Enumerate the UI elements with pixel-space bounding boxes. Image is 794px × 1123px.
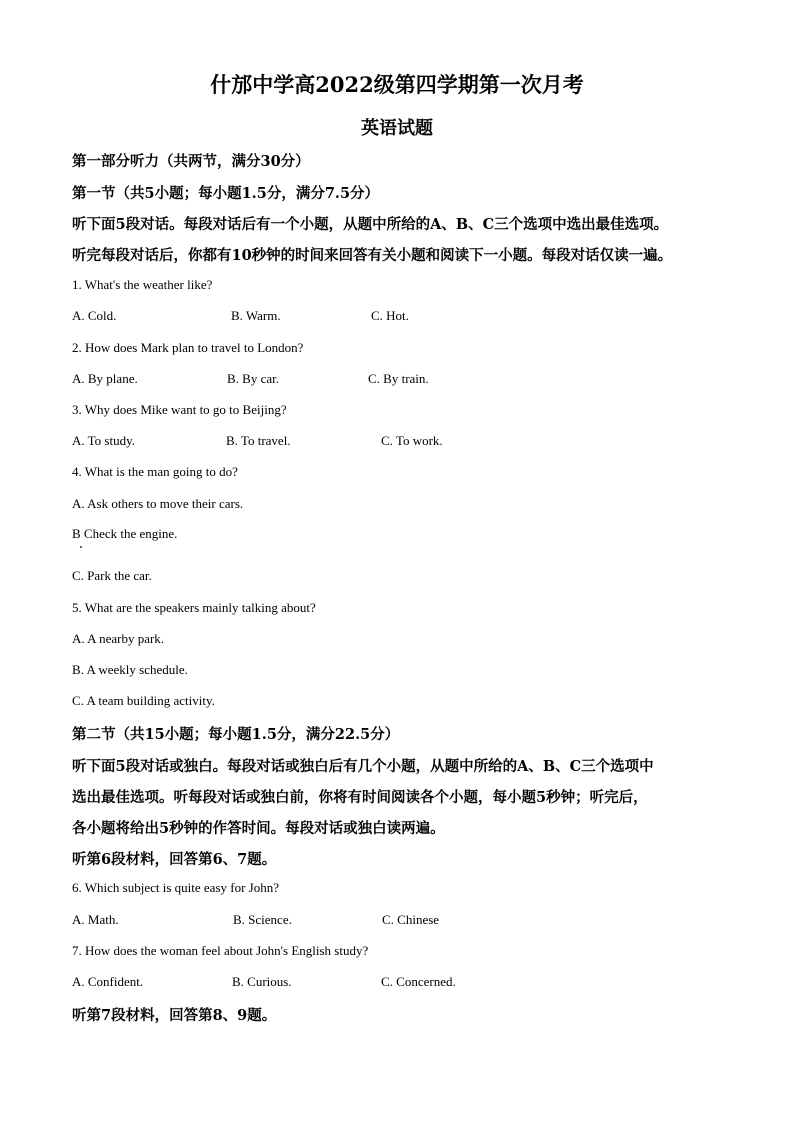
q6-option-a: A. Math. <box>72 912 119 927</box>
q2-option-a: A. By plane. <box>72 371 138 386</box>
q2-option-c: C. By train. <box>368 371 429 386</box>
section2-instruction-line3: 各小题将给出5秒钟的作答时间。每段对话或独白读两遍。 <box>72 820 445 837</box>
section1-instruction-line2: 听完每段对话后，你都有10秒钟的时间来回答有关小题和阅读下一小题。每段对话仅读一遍。 <box>72 247 673 264</box>
q7-option-a: A. Confident. <box>72 974 144 989</box>
q7-option-c: C. Concerned. <box>381 974 456 989</box>
question-1: 1. What's the weather like? <box>72 277 213 292</box>
q5-option-b: B. A weekly schedule. <box>72 662 188 677</box>
section2-instruction-line2: 选出最佳选项。听每段对话或独白前，你将有时间阅读各个小题，每小题5秒钟；听完后， <box>72 789 648 806</box>
question-3: 3. Why does Mike want to go to Beijing? <box>72 402 287 417</box>
material-6-heading: 听第6段材料，回答第6、7题。 <box>72 851 277 868</box>
q1-option-b: B. Warm. <box>231 308 281 323</box>
question-7: 7. How does the woman feel about John's English study? <box>72 943 369 958</box>
question-5: 5. What are the speakers mainly talking about? <box>72 600 316 615</box>
q3-option-b: B. To travel. <box>226 433 291 448</box>
part1-heading: 第一部分听力（共两节，满分30分） <box>72 153 310 170</box>
section2-heading: 第二节（共15小题；每小题1.5分，满分22.5分） <box>72 726 400 743</box>
question-6: 6. Which subject is quite easy for John? <box>72 880 279 895</box>
q6-option-b: B. Science. <box>233 912 292 927</box>
q4-option-a: A. Ask others to move their cars. <box>72 496 244 511</box>
q4-option-b: B Check the engine. <box>72 526 178 541</box>
question-2: 2. How does Mark plan to travel to London? <box>72 340 304 355</box>
stray-dot-mark <box>80 546 82 548</box>
q1-option-c: C. Hot. <box>371 308 409 323</box>
material-7-heading: 听第7段材料，回答第8、9题。 <box>72 1007 277 1024</box>
q4-option-c: C. Park the car. <box>72 568 152 583</box>
exam-title: 什邡中学高2022级第四学期第一次月考 <box>210 72 584 97</box>
q1-option-a: A. Cold. <box>72 308 117 323</box>
exam-subtitle: 英语试题 <box>361 118 433 139</box>
q3-option-a: A. To study. <box>72 433 136 448</box>
question-4: 4. What is the man going to do? <box>72 464 238 479</box>
q5-option-c: C. A team building activity. <box>72 693 215 708</box>
q5-option-a: A. A nearby park. <box>72 631 165 646</box>
q2-option-b: B. By car. <box>227 371 279 386</box>
section1-heading: 第一节（共5小题；每小题1.5分，满分7.5分） <box>72 185 380 202</box>
q3-option-c: C. To work. <box>381 433 443 448</box>
section2-instruction-line1: 听下面5段对话或独白。每段对话或独白后有几个小题，从题中所给的A、B、C三个选项中 <box>72 758 654 775</box>
section1-instruction-line1: 听下面5段对话。每段对话后有一个小题，从题中所给的A、B、C三个选项中选出最佳选项。 <box>72 216 669 233</box>
q7-option-b: B. Curious. <box>232 974 292 989</box>
q6-option-c: C. Chinese <box>382 912 440 927</box>
